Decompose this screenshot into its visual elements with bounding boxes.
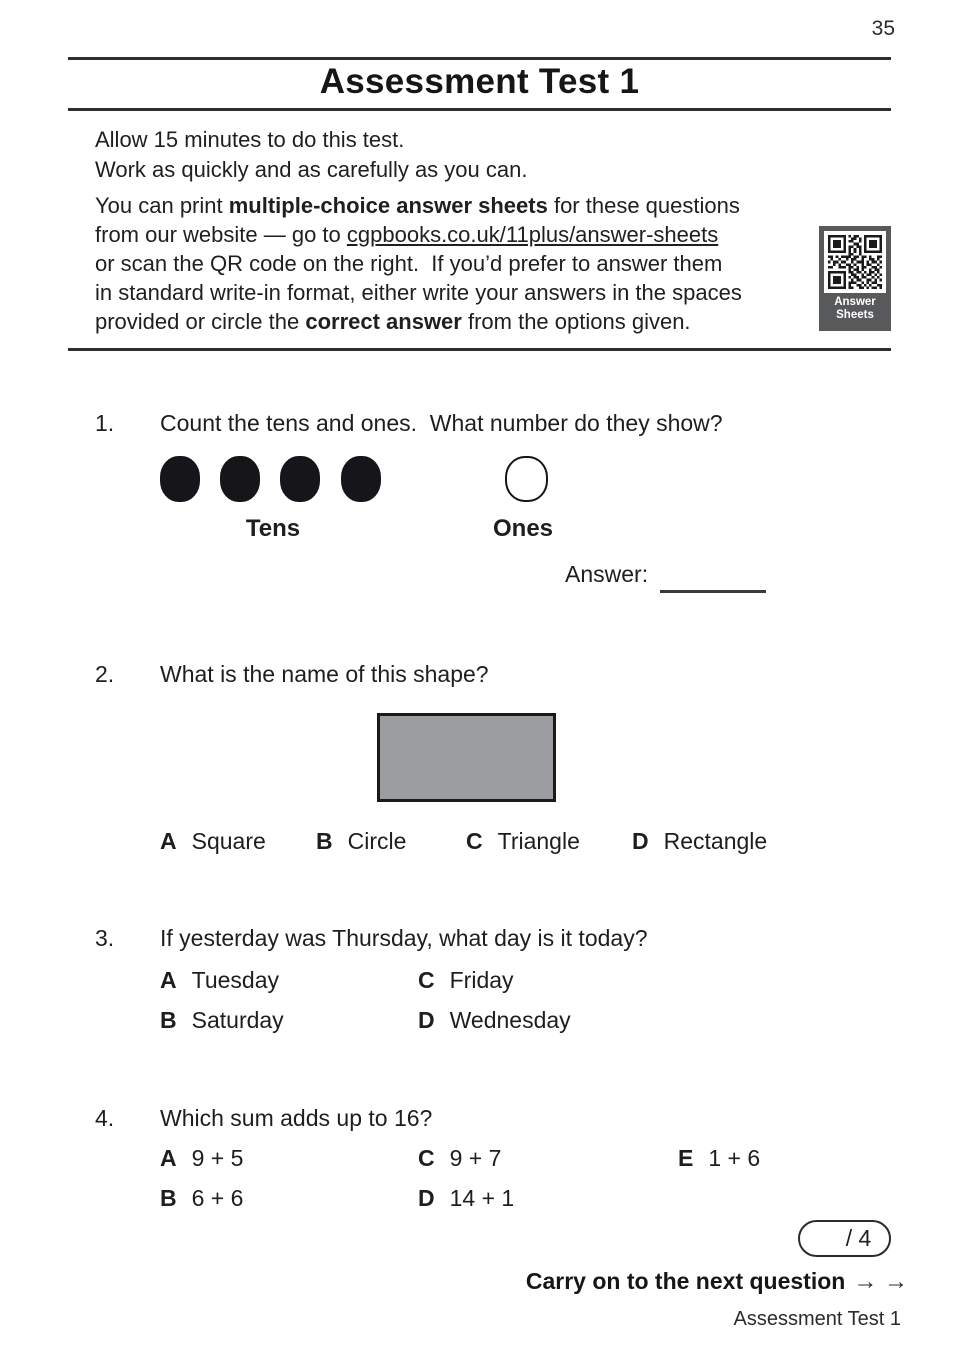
answer-sheets-qr-box [819, 226, 891, 331]
option-text: Triangle [497, 828, 580, 854]
carry-on-text: Carry on to the next question [525, 1268, 846, 1294]
q3-option-b [160, 1007, 284, 1034]
q4-option-d [418, 1185, 514, 1212]
option-letter: C [418, 967, 435, 993]
intro-text: in standard write-in format, either write your answers in the spaces [95, 280, 742, 305]
q4-option-c [418, 1145, 501, 1172]
q4-option-e [678, 1145, 760, 1172]
option-text: 9 + 5 [191, 1145, 244, 1171]
q4-number: 4. [95, 1105, 115, 1131]
section-rule [68, 348, 891, 351]
qr-label-line2: Sheets [836, 309, 874, 321]
q3-text: If yesterday was Thursday, what day is it today? [160, 925, 648, 951]
intro-bold-answer-sheets: multiple-choice answer sheets [228, 193, 548, 218]
option-letter: D [632, 828, 649, 854]
q3-option-c [418, 967, 514, 994]
option-letter: D [418, 1007, 435, 1033]
tens-counter-dot-icon [160, 456, 200, 502]
page-title: Assessment Test 1 [319, 62, 640, 101]
q4-option-a [160, 1145, 243, 1172]
carry-on-instruction [526, 1268, 908, 1296]
footer-title: Assessment Test 1 [733, 1308, 901, 1330]
q1-text: Count the tens and ones. What number do they show? [160, 410, 723, 436]
intro-text: You can print [95, 193, 229, 218]
ones-label: Ones [492, 515, 554, 542]
option-letter: C [418, 1145, 435, 1171]
intro-line-2: Work as quickly and as carefully as you can. [95, 157, 528, 182]
option-text: 9 + 7 [449, 1145, 502, 1171]
q2-option-a [160, 828, 266, 855]
intro-text: for these questions [547, 193, 740, 218]
q2-option-b [316, 828, 406, 855]
title-rule-bottom [68, 108, 891, 111]
option-letter: A [160, 967, 177, 993]
q2-option-c [466, 828, 580, 855]
option-text: 14 + 1 [449, 1185, 515, 1211]
intro-bold-correct-answer: correct answer [305, 309, 462, 334]
option-letter: C [466, 828, 483, 854]
qr-code-background [824, 231, 886, 293]
option-letter: A [160, 1145, 177, 1171]
intro-text: provided or circle the [95, 309, 306, 334]
title-rule-top [68, 57, 891, 60]
qr-code-icon [828, 235, 882, 289]
option-text: 1 + 6 [708, 1145, 761, 1171]
option-letter: E [678, 1145, 694, 1171]
q2-option-d [632, 828, 767, 855]
q1-number: 1. [95, 410, 115, 436]
option-text: Rectangle [663, 828, 768, 854]
qr-label-line1: Answer [834, 296, 876, 308]
tens-counter-dot-icon [341, 456, 381, 502]
q1-answer-blank [660, 590, 766, 593]
q4-text: Which sum adds up to 16? [160, 1105, 433, 1131]
score-box [798, 1220, 891, 1257]
option-letter: B [316, 828, 333, 854]
intro-paragraph [95, 191, 855, 336]
option-text: Saturday [191, 1007, 284, 1033]
q3-option-a [160, 967, 279, 994]
option-text: Wednesday [449, 1007, 571, 1033]
q1-answer-label: Answer: [565, 561, 649, 587]
answer-sheets-link[interactable]: cgpbooks.co.uk/11plus/answer-sheets [346, 222, 719, 247]
option-letter: D [418, 1185, 435, 1211]
intro-text: or scan the QR code on the right. If you’d prefer to answer them [95, 251, 723, 276]
intro-line-1: Allow 15 minutes to do this test. [95, 127, 405, 152]
option-text: Tuesday [191, 967, 279, 993]
arrow-right-icon: → → [853, 1268, 908, 1295]
intro-text: from the options given. [461, 309, 691, 334]
tens-counter-dot-icon [280, 456, 320, 502]
q2-number: 2. [95, 661, 115, 687]
ones-counter-dot-icon [505, 456, 548, 502]
option-letter: A [160, 828, 177, 854]
q2-text: What is the name of this shape? [160, 661, 489, 687]
tens-counter-dot-icon [220, 456, 260, 502]
tens-label: Tens [245, 515, 301, 542]
option-text: Square [191, 828, 266, 854]
page-number: 35 [871, 17, 895, 40]
option-letter: B [160, 1007, 177, 1033]
option-letter: B [160, 1185, 177, 1211]
q3-option-d [418, 1007, 571, 1034]
qr-box-label [834, 296, 876, 322]
option-text: 6 + 6 [191, 1185, 244, 1211]
gray-rectangle-shape [377, 713, 556, 802]
intro-text: from our website — go to [95, 222, 347, 247]
option-text: Friday [449, 967, 514, 993]
score-value: / 4 [845, 1225, 872, 1251]
q3-number: 3. [95, 925, 115, 951]
q4-option-b [160, 1185, 243, 1212]
option-text: Circle [347, 828, 407, 854]
